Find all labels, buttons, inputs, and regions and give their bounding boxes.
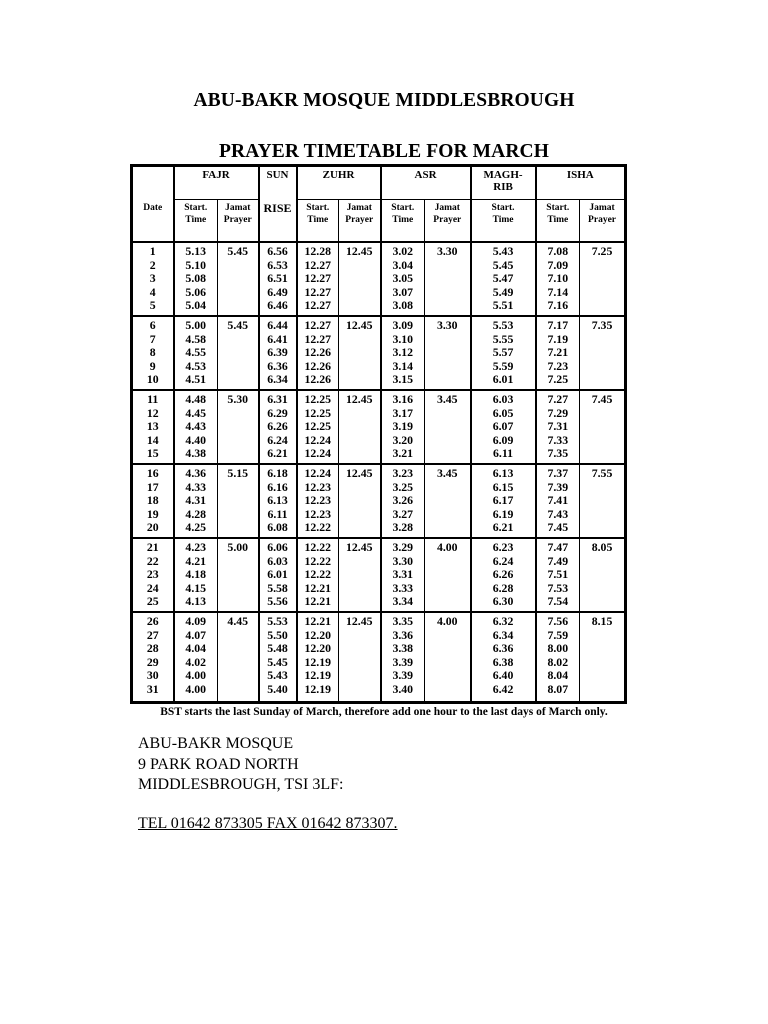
zuhr-header: ZUHR [297,166,381,200]
address-block [138,734,344,796]
zuhr-jamat-cell: 12.45 [339,464,381,538]
sunrise-cell: 6.44 6.41 6.39 6.36 6.34 [259,316,297,390]
asr-start-cell: 3.16 3.17 3.19 3.20 3.21 [381,390,425,464]
sunrise-cell: 6.31 6.29 6.26 6.24 6.21 [259,390,297,464]
rise-header: RISE [259,200,297,243]
isha-start-cell: 7.17 7.19 7.21 7.23 7.25 [536,316,580,390]
fajr-jamat-header: Jamat Prayer [218,200,259,243]
isha-start-cell: 7.37 7.39 7.41 7.43 7.45 [536,464,580,538]
date-cell: 6 7 8 9 10 [132,316,174,390]
zuhr-start-cell: 12.25 12.25 12.25 12.24 12.24 [297,390,339,464]
asr-jamat-header: Jamat Prayer [425,200,471,243]
fajr-start-cell: 5.13 5.10 5.08 5.06 5.04 [174,242,218,316]
table-row [132,464,626,538]
asr-jamat-cell: 4.00 [425,612,471,703]
address-name: ABU-BAKR MOSQUE [138,735,294,752]
isha-jamat-cell: 7.35 [580,316,626,390]
date-cell: 16 17 18 19 20 [132,464,174,538]
zuhr-start-cell: 12.27 12.27 12.26 12.26 12.26 [297,316,339,390]
fajr-header: FAJR [174,166,259,200]
asr-jamat-cell: 3.45 [425,390,471,464]
fajr-start-cell: 4.48 4.45 4.43 4.40 4.38 [174,390,218,464]
group-header-row [132,166,626,200]
asr-start-cell: 3.35 3.36 3.38 3.39 3.39 3.40 [381,612,425,703]
isha-start-cell: 7.47 7.49 7.51 7.53 7.54 [536,538,580,612]
table-row [132,612,626,703]
address-city: MIDDLESBROUGH, TSI 3LF: [138,776,344,793]
table-row [132,538,626,612]
fajr-jamat-cell: 5.30 [218,390,259,464]
date-cell: 11 12 13 14 15 [132,390,174,464]
isha-header: ISHA [536,166,626,200]
maghrib-cell: 6.03 6.05 6.07 6.09 6.11 [471,390,536,464]
timetable-title: PRAYER TIMETABLE FOR MARCH [219,141,549,162]
isha-jamat-cell: 8.05 [580,538,626,612]
maghrib-cell: 5.53 5.55 5.57 5.59 6.01 [471,316,536,390]
maghrib-cell: 5.43 5.45 5.47 5.49 5.51 [471,242,536,316]
sun-header: SUN [259,166,297,200]
date-cell: 26 27 28 29 30 31 [132,612,174,703]
zuhr-start-cell: 12.24 12.23 12.23 12.23 12.22 [297,464,339,538]
isha-jamat-header: Jamat Prayer [580,200,626,243]
maghrib-header: MAGH- RIB [471,166,536,200]
date-header: Date [132,200,174,243]
asr-jamat-cell: 4.00 [425,538,471,612]
date-header-spacer [132,166,174,200]
zuhr-start-cell: 12.21 12.20 12.20 12.19 12.19 12.19 [297,612,339,703]
zuhr-jamat-cell: 12.45 [339,242,381,316]
zuhr-jamat-cell: 12.45 [339,390,381,464]
sunrise-cell: 6.18 6.16 6.13 6.11 6.08 [259,464,297,538]
prayer-timetable [130,164,627,704]
asr-start-header: Start. Time [381,200,425,243]
date-cell: 1 2 3 4 5 [132,242,174,316]
fajr-start-cell: 5.00 4.58 4.55 4.53 4.51 [174,316,218,390]
table-row [132,316,626,390]
asr-start-cell: 3.23 3.25 3.26 3.27 3.28 [381,464,425,538]
maghrib-cell: 6.23 6.24 6.26 6.28 6.30 [471,538,536,612]
maghrib-cell: 6.13 6.15 6.17 6.19 6.21 [471,464,536,538]
fajr-start-header: Start. Time [174,200,218,243]
isha-jamat-cell: 8.15 [580,612,626,703]
zuhr-start-cell: 12.22 12.22 12.22 12.21 12.21 [297,538,339,612]
asr-jamat-cell: 3.30 [425,316,471,390]
fajr-jamat-cell: 5.45 [218,242,259,316]
address-street: 9 PARK ROAD NORTH [138,755,299,773]
sunrise-cell: 5.53 5.50 5.48 5.45 5.43 5.40 [259,612,297,703]
fajr-start-cell: 4.36 4.33 4.31 4.28 4.25 [174,464,218,538]
fajr-start-cell: 4.09 4.07 4.04 4.02 4.00 4.00 [174,612,218,703]
sunrise-cell: 6.56 6.53 6.51 6.49 6.46 [259,242,297,316]
isha-jamat-cell: 7.45 [580,390,626,464]
mosque-title: ABU-BAKR MOSQUE MIDDLESBROUGH [193,90,575,111]
isha-start-cell: 7.08 7.09 7.10 7.14 7.16 [536,242,580,316]
isha-start-header: Start. Time [536,200,580,243]
fajr-jamat-cell: 5.00 [218,538,259,612]
bst-note: BST starts the last Sunday of March, therefore add one hour to the last days of March only. [160,706,608,718]
contact-line: TEL 01642 873305 FAX 01642 873307. [138,815,398,832]
fajr-jamat-cell: 5.45 [218,316,259,390]
zuhr-start-cell: 12.28 12.27 12.27 12.27 12.27 [297,242,339,316]
asr-start-cell: 3.02 3.04 3.05 3.07 3.08 [381,242,425,316]
zuhr-jamat-cell: 12.45 [339,316,381,390]
isha-start-cell: 7.56 7.59 8.00 8.02 8.04 8.07 [536,612,580,703]
isha-start-cell: 7.27 7.29 7.31 7.33 7.35 [536,390,580,464]
asr-start-cell: 3.29 3.30 3.31 3.33 3.34 [381,538,425,612]
maghrib-start-header: Start. Time [471,200,536,243]
asr-header: ASR [381,166,471,200]
table-row [132,390,626,464]
sunrise-cell: 6.06 6.03 6.01 5.58 5.56 [259,538,297,612]
zuhr-jamat-cell: 12.45 [339,538,381,612]
asr-start-cell: 3.09 3.10 3.12 3.14 3.15 [381,316,425,390]
sub-header-row [132,200,626,243]
table-row [132,242,626,316]
isha-jamat-cell: 7.25 [580,242,626,316]
fajr-jamat-cell: 5.15 [218,464,259,538]
fajr-jamat-cell: 4.45 [218,612,259,703]
asr-jamat-cell: 3.30 [425,242,471,316]
date-cell: 21 22 23 24 25 [132,538,174,612]
zuhr-jamat-cell: 12.45 [339,612,381,703]
maghrib-cell: 6.32 6.34 6.36 6.38 6.40 6.42 [471,612,536,703]
zuhr-jamat-header: Jamat Prayer [339,200,381,243]
asr-jamat-cell: 3.45 [425,464,471,538]
zuhr-start-header: Start. Time [297,200,339,243]
isha-jamat-cell: 7.55 [580,464,626,538]
fajr-start-cell: 4.23 4.21 4.18 4.15 4.13 [174,538,218,612]
